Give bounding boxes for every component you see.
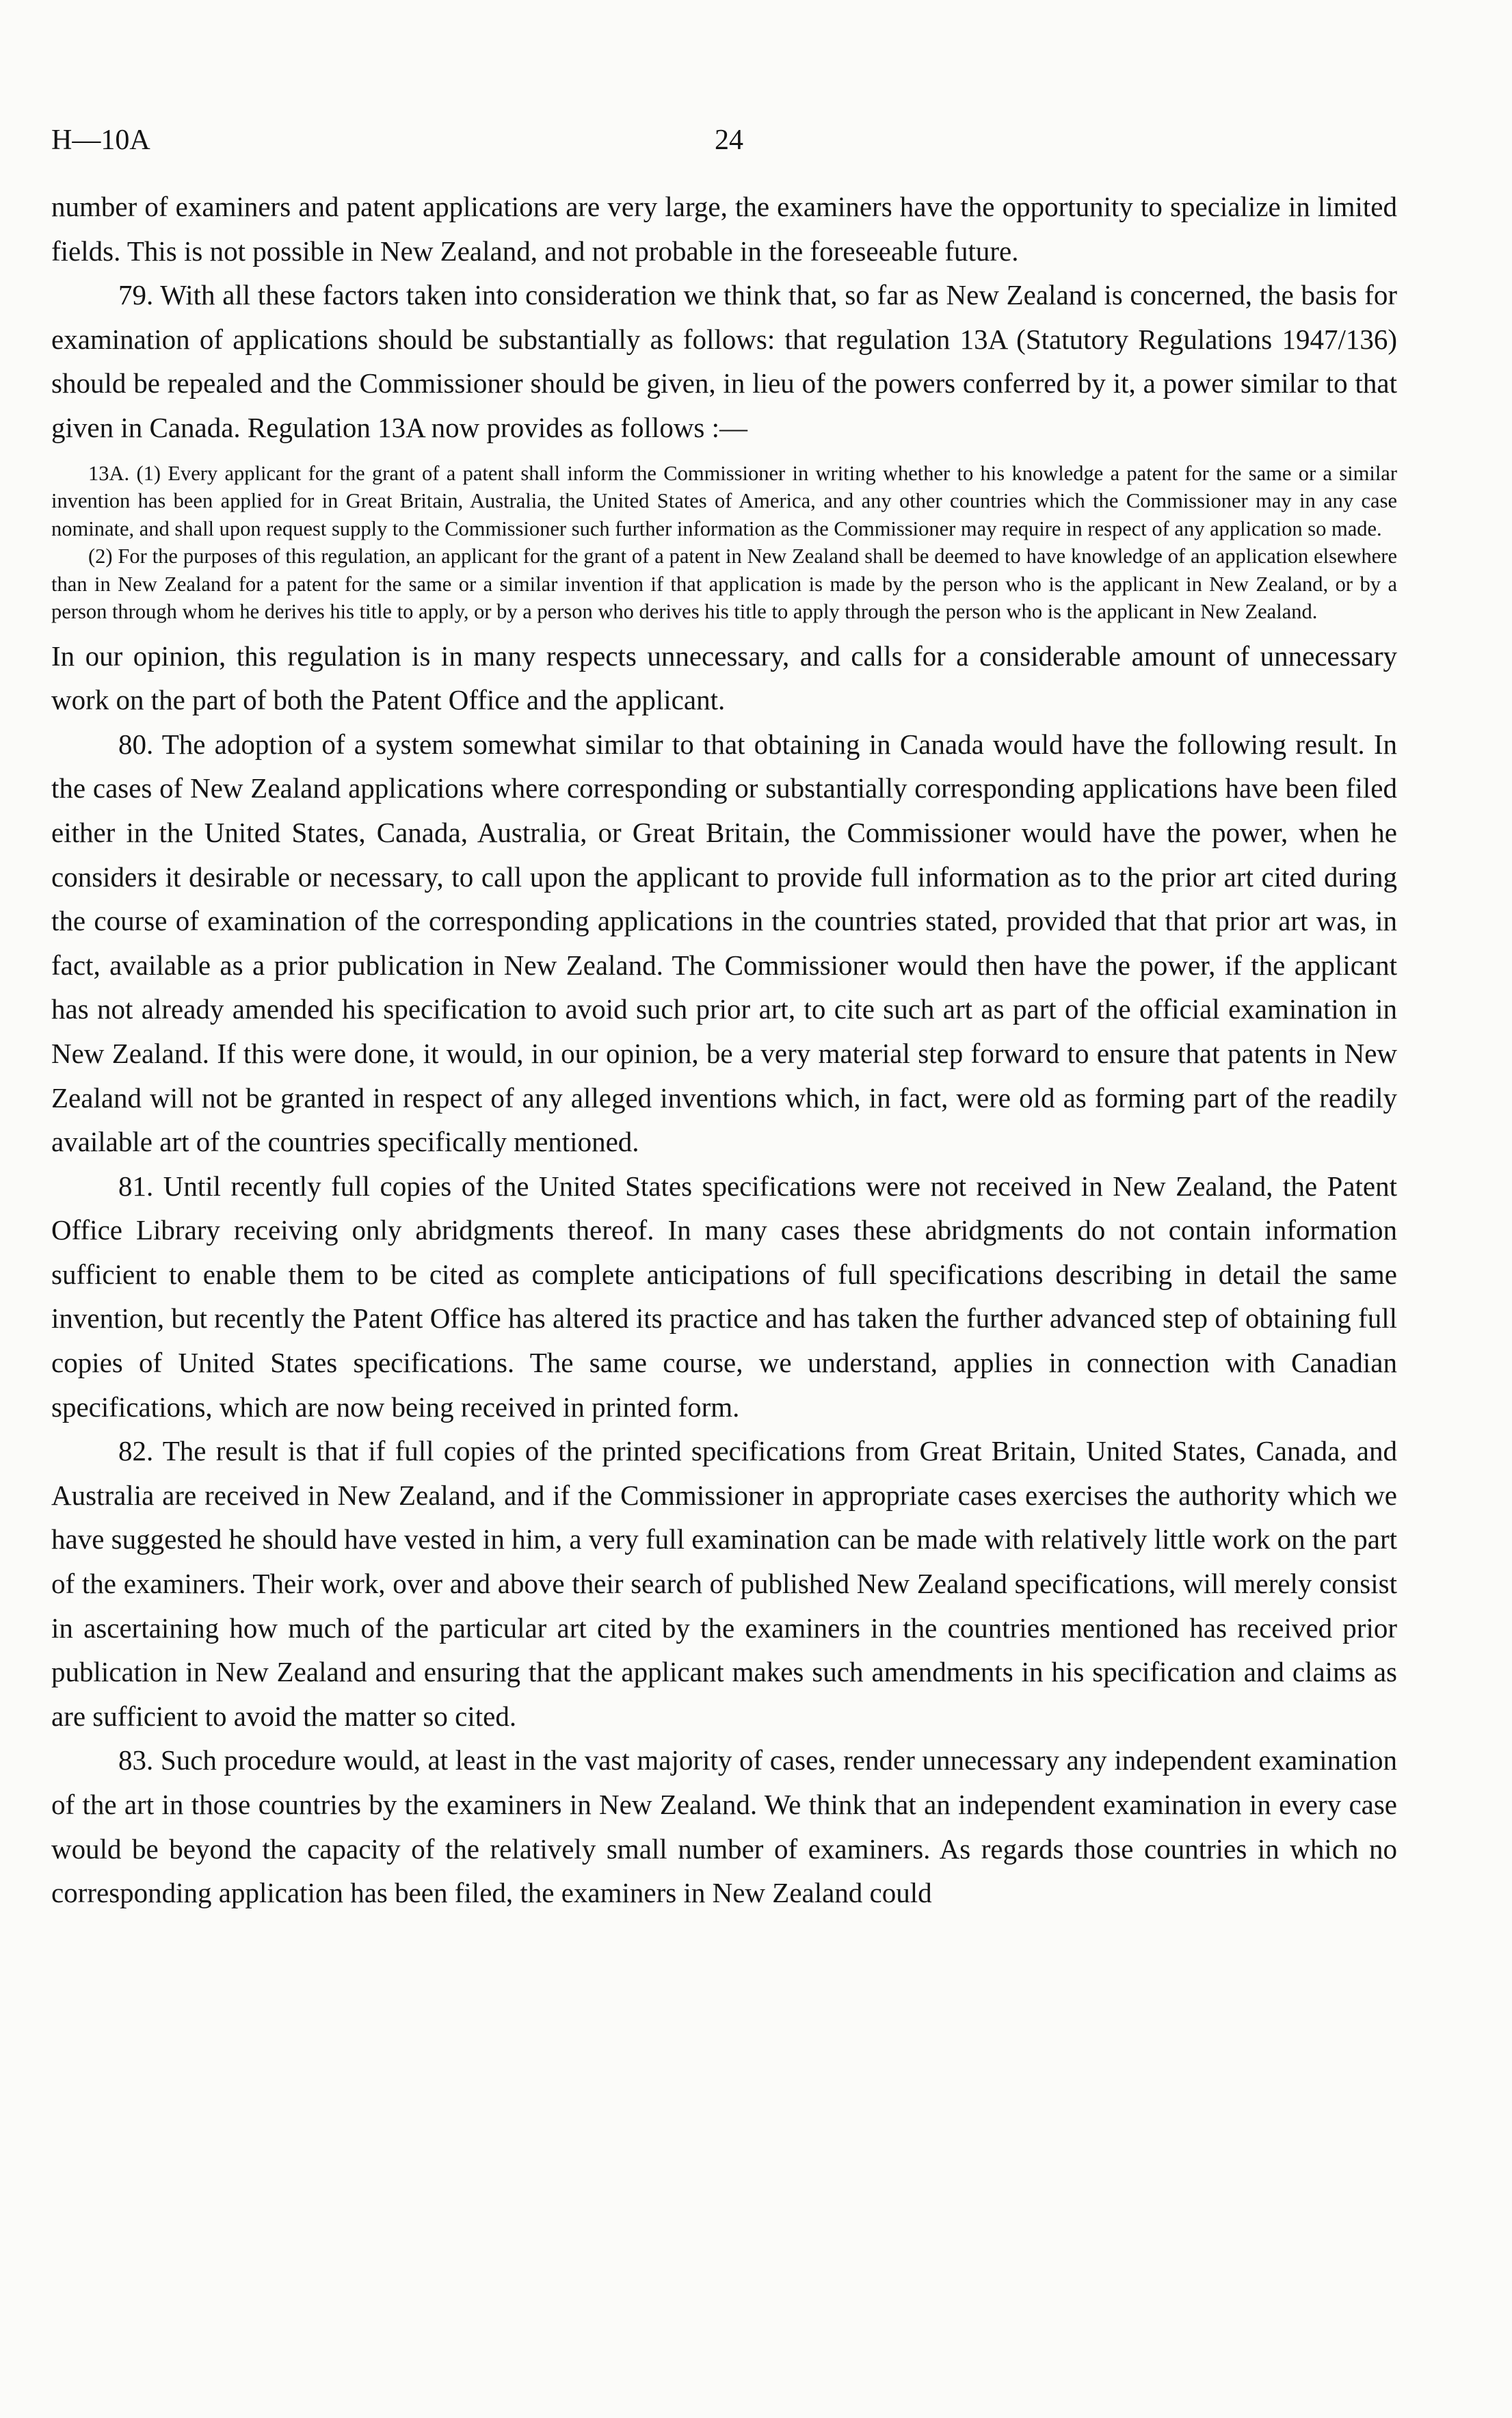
regulation-13a-clause-2: (2) For the purposes of this regulation, an applicant for the grant of a patent in New Zealand shall be deemed to have knowledge of an application elsewhere than in New Zealand for a patent for the same or a similar invention if that application is made by the person who is the applicant in New Zealand, or by a person through whom he derives his title to apply, or by a person who derives his title to apply through the person who is the applicant in New Zealand. [51, 544, 1397, 624]
regulation-quote [51, 460, 1397, 626]
paragraph-81: 81. Until recently full copies of the United States specifications were not received in New Zealand, the Patent Office Library receiving only abridgments thereof. In many cases these abridgments do not contain information sufficient to enable them to be cited as complete anticipations of full specifications describing in detail the same invention, but recently the Patent Office has altered its practice and has taken the further advanced step of obtaining full copies of United States specifications. The same course, we understand, applies in connection with Canadian specifications, which are now being received in printed form. [51, 1170, 1397, 1423]
paragraph-80: 80. The adoption of a system somewhat similar to that obtaining in Canada would have the following result. In the cases of New Zealand applications where corresponding or substantially corresponding applications have been filed either in the United States, Canada, Australia, or Great Britain, the Commissioner would have the power, when he considers it desirable or necessary, to call upon the applicant to provide full information as to the prior art cited during the course of examination of the corresponding applications in the countries stated, provided that that prior art was, in fact, available as a prior publication in New Zealand. The Commissioner would then have the power, if the applicant has not already amended his specification to avoid such prior art, to cite such art as part of the official examination in New Zealand. If this were done, it would, in our opinion, be a very material step forward to ensure that patents in New Zealand will not be granted in respect of any alleged inventions which, in fact, were old as forming part of the readily available art of the countries specifically mentioned. [51, 728, 1397, 1158]
document-reference: H—10A [51, 124, 150, 156]
paragraph-79: 79. With all these factors taken into consideration we think that, so far as New Zealand is concerned, the basis for examination of applications should be substantially as follows: that regulation 13A (Statutory Regulations 1947/136) should be repealed and the Commissioner should be given, in lieu of the powers conferred by it, a power similar to that given in Canada. Regulation 13A now provides as follows :— [51, 279, 1397, 443]
paragraph-83: 83. Such procedure would, at least in the vast majority of cases, render unnecessary any independent examination of the art in those countries by the examiners in New Zealand. We think that an independent examination in every case would be beyond the capacity of the relatively small number of examiners. As regards those countries in which no corresponding application has been filed, the examiners in New Zealand could [51, 1744, 1397, 1909]
paragraph-opinion: In our opinion, this regulation is in many respects unnecessary, and calls for a considerable amount of unnecessary work on the part of both the Patent Office and the applicant. [51, 640, 1397, 716]
regulation-13a-clause-1: 13A. (1) Every applicant for the grant of a patent shall inform the Commissioner in writing whether to his knowledge a patent for the same or a similar invention has been applied for in Great Britain, Australia, the United States of America, and any other countries which the Commissioner may in any case nominate, and shall upon request supply to the Commissioner such further information as the Commissioner may require in respect of any application so made. [51, 461, 1397, 540]
paragraph-82: 82. The result is that if full copies of the printed specifications from Great Britain, United States, Canada, and Australia are received in New Zealand, and if the Commissioner in appropriate cases exercises the authority which we have suggested he should have vested in him, a very full examination can be made with relatively little work on the part of the examiners. Their work, over and above their search of published New Zealand specifications, will merely consist in ascertaining how much of the particular art cited by the examiners in the countries mentioned has received prior publication in New Zealand and ensuring that the applicant makes such amendments in his specification and claims as are sufficient to avoid the matter so cited. [51, 1435, 1397, 1732]
page-header [51, 120, 1446, 161]
page-number: 24 [715, 124, 743, 156]
paragraph-continued: number of examiners and patent applications are very large, the examiners have the opportunity to specialize in limited fields. This is not possible in New Zealand, and not probable in the foreseeable future. [51, 191, 1397, 267]
body-text [51, 185, 1397, 1915]
